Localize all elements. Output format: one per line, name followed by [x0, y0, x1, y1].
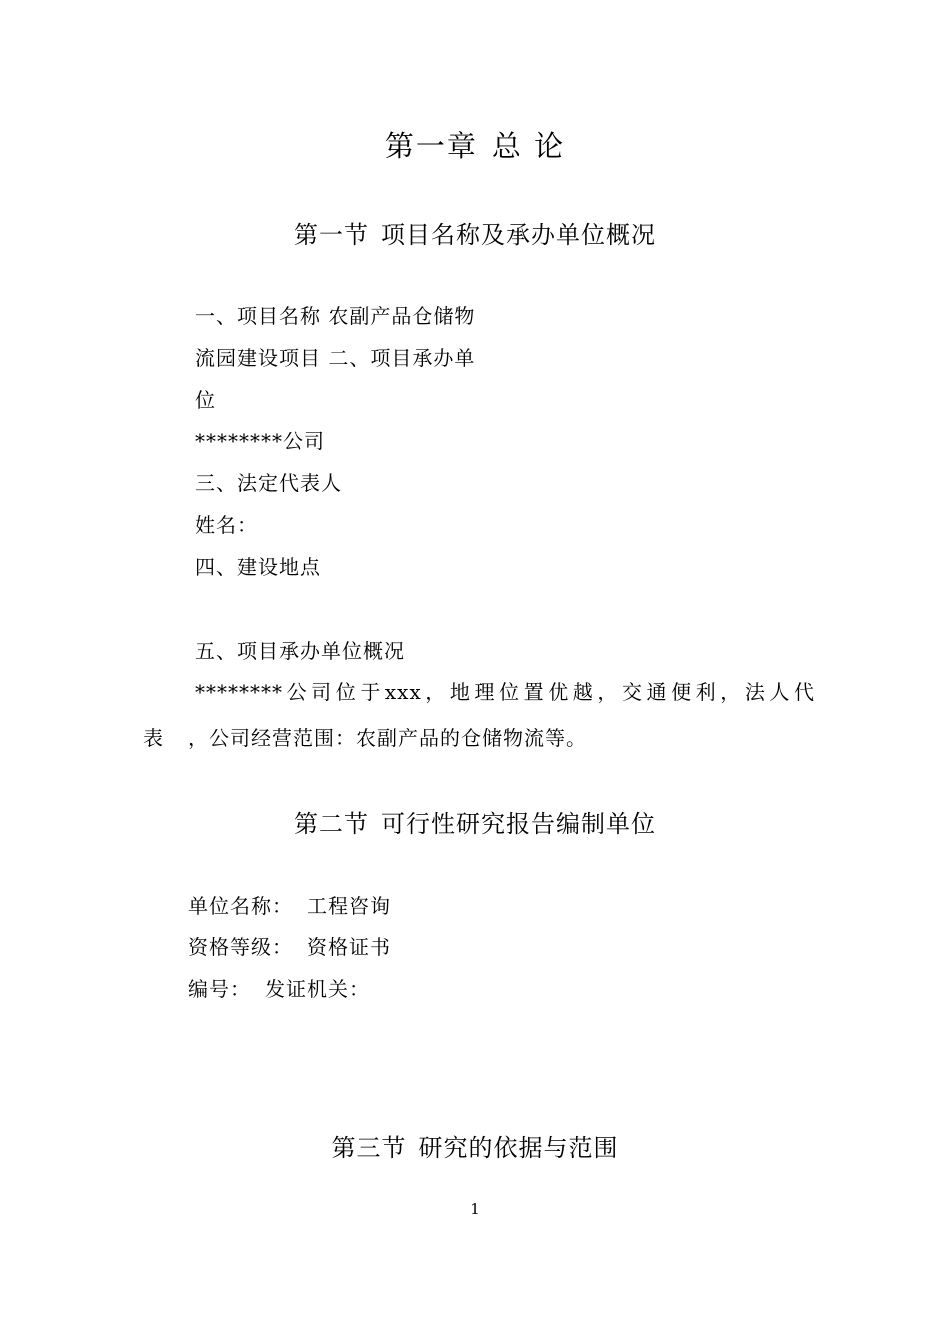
section-1-label: 第一节	[294, 221, 369, 249]
section-2-heading	[0, 812, 950, 836]
chapter-title: 总 论	[491, 129, 566, 163]
chapter-label: 第一章	[384, 129, 478, 163]
company-name-line: ********公司	[195, 429, 325, 453]
unit-overview-heading: 五、项目承办单位概况	[195, 639, 405, 663]
issuing-authority-label: 发证机关：	[265, 977, 370, 1001]
overview-paragraph-line-2b: ，公司经营范围：农副产品的仓储物流等。	[188, 726, 587, 750]
section-2-label: 第二节	[294, 810, 369, 838]
project-unit-line: 位	[195, 388, 216, 412]
number-row	[188, 979, 370, 999]
section-3-label: 第三节	[331, 1134, 407, 1162]
unit-name-label: 单位名称：	[188, 894, 293, 918]
qualification-label: 资格等级：	[188, 935, 293, 959]
overview-paragraph-line-2a: 表	[143, 726, 164, 750]
section-2-title: 可行性研究报告编制单位	[381, 810, 656, 838]
unit-name-row	[188, 896, 391, 916]
name-label: 姓名：	[195, 513, 258, 537]
number-label: 编号：	[188, 977, 251, 1001]
section-3-heading	[0, 1136, 950, 1160]
legal-rep-heading: 三、法定代表人	[195, 471, 342, 495]
project-name-line: 一、项目名称 农副产品仓储物	[195, 304, 476, 328]
page-number: 1	[470, 1200, 480, 1218]
section-1-title: 项目名称及承办单位概况	[381, 221, 656, 249]
section-3-title: 研究的依据与范围	[418, 1134, 619, 1162]
project-name-line-cont: 流园建设项目 二、项目承办单	[195, 346, 476, 370]
chapter-heading	[0, 129, 950, 163]
construction-site-heading: 四、建设地点	[195, 555, 321, 579]
overview-paragraph-line-1: ********公司位于xxx，地理位置优越，交通便利，法人代	[195, 680, 815, 704]
qualification-value: 资格证书	[307, 935, 391, 959]
qualification-row	[188, 937, 391, 957]
section-1-heading	[0, 223, 950, 247]
unit-name-value: 工程咨询	[307, 894, 391, 918]
